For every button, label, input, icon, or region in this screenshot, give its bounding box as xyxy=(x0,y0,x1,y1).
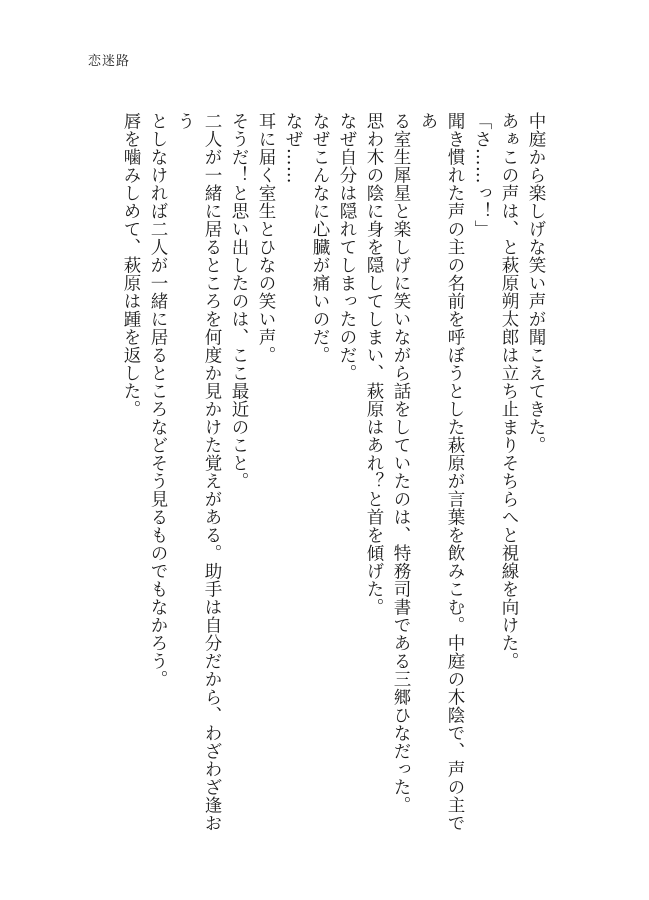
paragraph-3: 「さ……っ！」 xyxy=(472,112,492,238)
paragraph-7: なぜこんなに心臓が痛いのだ。 xyxy=(310,112,330,364)
paragraph-6: なぜ自分は隠れてしまったのだ。 xyxy=(337,112,357,382)
paragraph-11: 二人が一緒に居るところを何度か見かけた覚えがある。助手は自分だから、わざわざ逢おう としなければ二人が一緒に居るところなどそう見るものでもなかろう。 xyxy=(148,112,222,832)
paragraph-9: 耳に届く室生とひなの笑い声。 xyxy=(256,112,276,364)
paragraph-8: なぜ…… xyxy=(283,112,303,184)
paragraph-12: 唇を噛みしめて、萩原は踵を返した。 xyxy=(121,112,141,418)
page-header-title: 恋迷路 xyxy=(88,54,131,69)
paragraph-10: そうだ！と思い出したのは、ここ最近のこと。 xyxy=(229,112,249,490)
paragraph-5: 思わ木の陰に身を隠してしまい、萩原はあれ？と首を傾げた。 xyxy=(364,112,384,616)
paragraph-2: あぁこの声は、と萩原朔太郎は立ち止まりそちらへと視線を向けた。 xyxy=(499,112,519,670)
paragraph-1: 中庭から楽しげな笑い声が聞こえてきた。 xyxy=(526,112,546,454)
vertical-body-text xyxy=(117,112,549,832)
paragraph-4: 聞き慣れた声の主の名前を呼ぼうとした萩原が言葉を飲みこむ。中庭の木陰で、声の主であ る室生犀星と楽しげに笑いながら話をしていたのは、特務司書である三郷ひなだった。 xyxy=(391,112,465,832)
